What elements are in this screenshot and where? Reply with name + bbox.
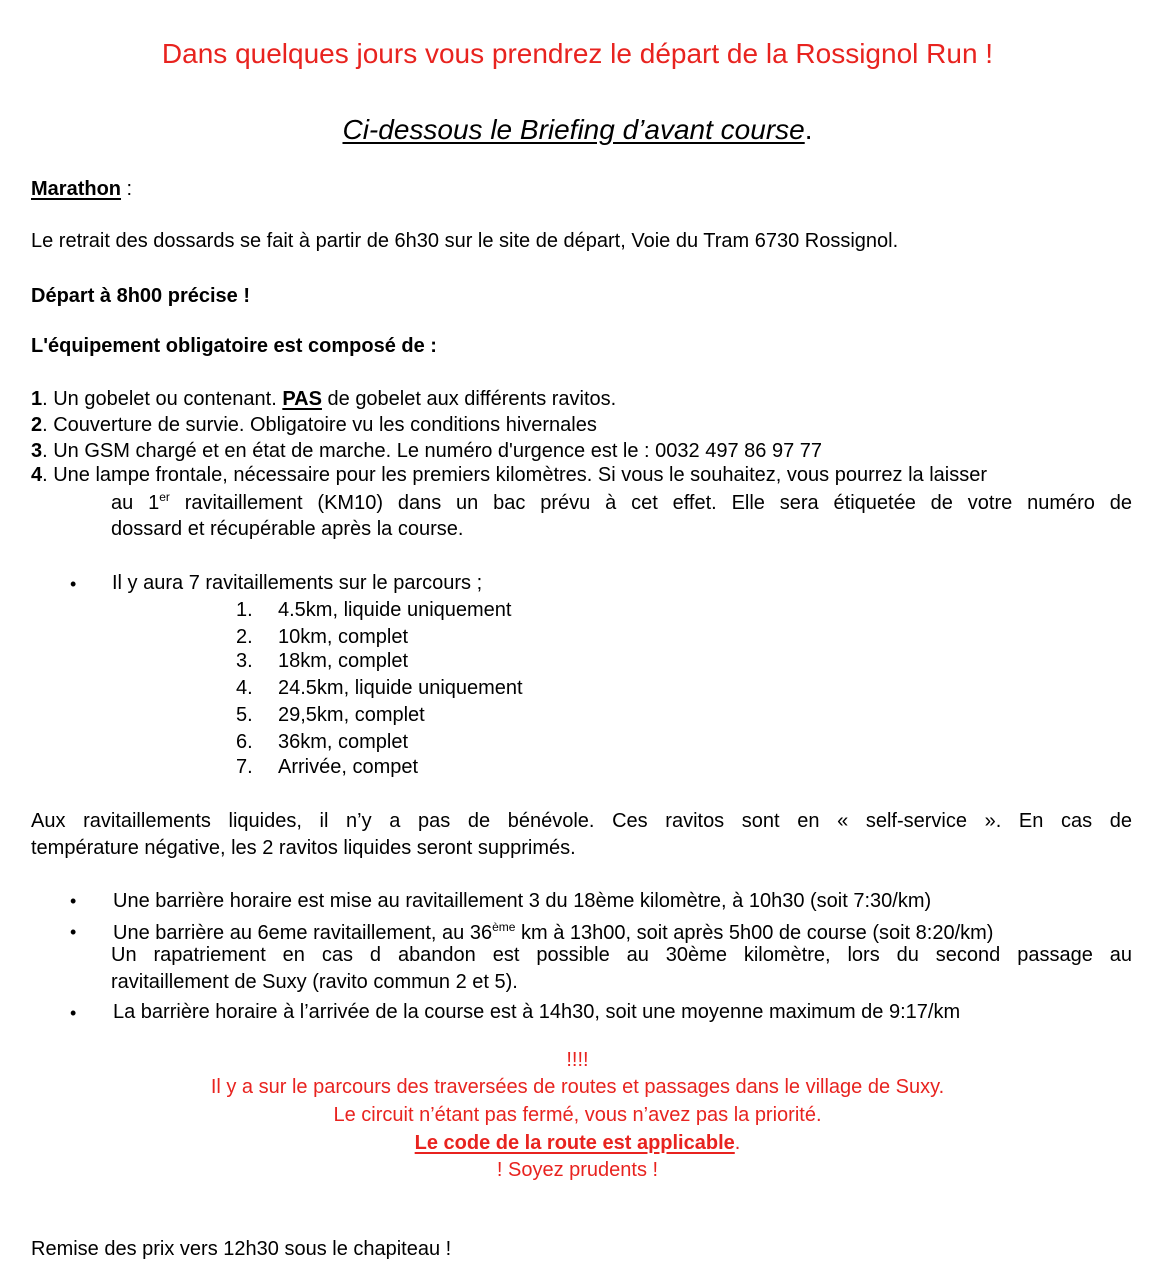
page-title: Dans quelques jours vous prendrez le départ de la Rossignol Run !: [161, 38, 994, 69]
equipment-item-number: 1: [31, 388, 43, 410]
footer-text: Remise des prix vers 12h30 sous le chapiteau !: [31, 1238, 452, 1260]
equipment-item-1: [31, 389, 616, 409]
barriere-2-line3: ravitaillement de Suxy (ravito commun 2 et 5).: [111, 971, 518, 993]
ravito-label: Arrivée, compet: [278, 756, 419, 778]
superscript: ème: [492, 920, 516, 934]
equipment-item-4-line3: dossard et récupérable après la course.: [111, 518, 464, 540]
bullet-icon: •: [70, 1003, 77, 1023]
equipement-heading: L'équipement obligatoire est composé de :: [31, 335, 437, 357]
section-heading-label: Marathon: [31, 178, 121, 200]
bullet-icon: •: [70, 922, 77, 942]
equipment-item-emphasis: PAS: [282, 388, 322, 410]
retrait-text: Le retrait des dossards se fait à partir de 6h30 sur le site de départ, Voie du Tram 6730 Rossignol.: [31, 230, 899, 252]
warning-exclamation: !!!!: [566, 1049, 589, 1071]
equipment-item-text: . Un gobelet ou contenant.: [42, 388, 283, 410]
warning-line3-period: .: [734, 1132, 741, 1154]
equipment-item-text: . Couverture de survie. Obligatoire vu les conditions hivernales: [42, 414, 597, 436]
ravito-number: 2.: [236, 626, 253, 648]
barriere-2-line2: Un rapatriement en cas d abandon est possible au 30ème kilomètre, lors du second passage au: [111, 944, 1132, 966]
subtitle-text: Ci-dessous le Briefing d’avant course: [342, 114, 805, 145]
bullet-icon: •: [70, 891, 77, 911]
warning-code-route: Le code de la route est applicable: [414, 1132, 735, 1154]
ravito-label: 10km, complet: [278, 626, 409, 648]
liquides-line1: Aux ravitaillements liquides, il n’y a pas de bénévole. Ces ravitos sont en « self-service ». En cas de: [31, 810, 1132, 832]
depart-text: Départ à 8h00 précise !: [31, 285, 250, 307]
liquides-line2: température négative, les 2 ravitos liquides seront supprimés.: [31, 837, 576, 859]
warning-line1: Il y a sur le parcours des traversées de routes et passages dans le village de Suxy.: [210, 1076, 945, 1098]
ravito-label: 24.5km, liquide uniquement: [278, 677, 523, 699]
barriere-2: [113, 921, 993, 943]
section-heading: [31, 179, 132, 199]
equipment-item-number: 3: [31, 440, 43, 462]
warning-line4: ! Soyez prudents !: [496, 1159, 659, 1181]
barriere-1: Une barrière horaire est mise au ravitaillement 3 du 18ème kilomètre, à 10h30 (soit 7:30/km): [113, 890, 932, 912]
ravito-label: 18km, complet: [278, 650, 409, 672]
equipment-item-4-line2-end: ravitaillement (KM10) dans un bac prévu à cet effet. Elle sera étiquetée de votre numéro de: [169, 492, 1132, 514]
ravito-number: 6.: [236, 731, 253, 753]
page-subtitle: [0, 116, 1155, 144]
ravito-number: 1.: [236, 599, 253, 621]
ravito-number: 3.: [236, 650, 253, 672]
equipment-item-2: [31, 415, 597, 435]
barriere-2-start: Une barrière au 6eme ravitaillement, au 36: [113, 922, 493, 944]
subtitle-period: .: [804, 114, 813, 145]
equipment-item-3: [31, 441, 822, 461]
equipment-item-text-end: de gobelet aux différents ravitos.: [321, 388, 617, 410]
ravito-number: 4.: [236, 677, 253, 699]
ravito-number: 7.: [236, 756, 253, 778]
ravitos-intro: Il y aura 7 ravitaillements sur le parcours ;: [112, 572, 483, 594]
superscript: er: [159, 490, 170, 504]
barriere-3: La barrière horaire à l’arrivée de la course est à 14h30, soit une moyenne maximum de 9:17/km: [113, 1001, 961, 1023]
ravito-number: 5.: [236, 704, 253, 726]
barriere-2-end: km à 13h00, soit après 5h00 de course (soit 8:20/km): [515, 922, 994, 944]
bullet-icon: •: [70, 574, 77, 594]
warning-line2: Le circuit n’étant pas fermé, vous n’avez pas la priorité.: [333, 1104, 822, 1126]
ravito-label: 4.5km, liquide uniquement: [278, 599, 512, 621]
equipment-item-number: 2: [31, 414, 43, 436]
equipment-item-4-line2-start: au 1: [111, 492, 160, 514]
ravito-label: 29,5km, complet: [278, 704, 425, 726]
equipment-item-number: 4: [31, 464, 43, 486]
equipment-item-text: . Une lampe frontale, nécessaire pour les premiers kilomètres. Si vous le souhaitez, vous pourrez la laisser: [42, 464, 987, 486]
ravito-label: 36km, complet: [278, 731, 409, 753]
equipment-item-4: [31, 465, 987, 485]
section-heading-suffix: :: [121, 178, 133, 200]
warning-line3: [0, 1133, 1155, 1153]
equipment-item-4-line2: [111, 491, 1132, 513]
equipment-item-text: . Un GSM chargé et en état de marche. Le numéro d'urgence est le : 0032 497 86 97 77: [42, 440, 822, 462]
